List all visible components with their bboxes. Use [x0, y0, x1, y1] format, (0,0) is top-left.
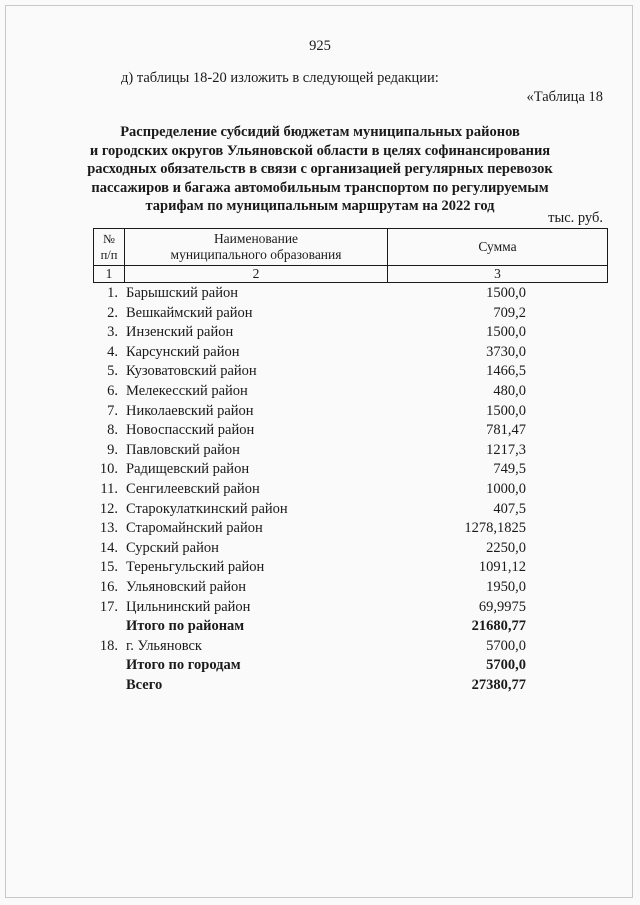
row-name: Радищевский район	[126, 461, 250, 478]
index-cell-1: 1	[94, 266, 125, 283]
header-num-line2: п/п	[100, 248, 118, 262]
row-number: 4.	[107, 343, 118, 360]
table-row	[93, 540, 608, 560]
row-number: 18.	[99, 637, 118, 654]
table-row	[93, 363, 608, 383]
row-sum: 1278,1825	[464, 520, 526, 537]
row-name: Сенгилеевский район	[126, 480, 260, 497]
row-number: 13.	[99, 520, 118, 537]
row-name: Карсунский район	[126, 343, 240, 360]
row-name: Тереньгульский район	[126, 559, 265, 576]
table-row	[93, 481, 608, 501]
row-sum: 1500,0	[486, 402, 526, 419]
row-sum: 1000,0	[486, 480, 526, 497]
header-name-cell	[125, 229, 388, 266]
title-line-4: пассажиров и багажа автомобильным транспортом по регулируемым	[91, 179, 549, 196]
table-row	[93, 383, 608, 403]
header-name-line2: муниципального образования	[170, 247, 342, 262]
row-name: Мелекесский район	[126, 382, 248, 399]
row-number: 16.	[99, 578, 118, 595]
row-name: Новоспасский район	[126, 422, 255, 439]
row-name: Старомайнский район	[126, 520, 263, 537]
row-sum: 1091,12	[478, 559, 526, 576]
row-name: Всего	[126, 676, 163, 693]
table-row	[93, 344, 608, 364]
table-row	[93, 403, 608, 423]
table-row	[93, 422, 608, 442]
table-body	[93, 285, 608, 696]
row-number: 8.	[107, 422, 118, 439]
row-sum: 27380,77	[471, 676, 526, 693]
table-title	[60, 123, 580, 216]
table-label: «Таблица 18	[526, 89, 603, 105]
row-number: 3.	[107, 324, 118, 341]
row-name: Барышский район	[126, 285, 238, 301]
table-row	[93, 461, 608, 481]
table-row	[93, 579, 608, 599]
row-sum: 1500,0	[486, 285, 526, 301]
row-name: Итого по городам	[126, 657, 241, 674]
row-number: 12.	[99, 500, 118, 517]
row-sum: 5700,0	[486, 637, 526, 654]
table-row	[93, 324, 608, 344]
row-number: 11.	[100, 480, 118, 497]
row-number: 15.	[99, 559, 118, 576]
title-line-3: расходных обязательств в связи с организацией регулярных перевозок	[87, 161, 553, 178]
row-sum: 480,0	[493, 382, 526, 399]
total-row	[93, 677, 608, 697]
table-row	[93, 501, 608, 521]
row-number: 5.	[107, 363, 118, 380]
row-number: 10.	[99, 461, 118, 478]
row-sum: 1500,0	[486, 324, 526, 341]
table-row	[93, 305, 608, 325]
row-sum: 709,2	[493, 304, 526, 321]
row-sum: 1217,3	[486, 441, 526, 458]
row-number: 17.	[99, 598, 118, 615]
intro-text: д) таблицы 18-20 изложить в следующей редакции:	[121, 70, 439, 86]
row-name: Николаевский район	[126, 402, 254, 419]
row-name: Ульяновский район	[126, 578, 247, 595]
row-number: 7.	[107, 402, 118, 419]
index-cell-2: 2	[125, 266, 388, 283]
row-sum: 781,47	[486, 422, 526, 439]
row-name: Итого по районам	[126, 618, 245, 635]
row-sum: 749,5	[493, 461, 526, 478]
row-name: Сурский район	[126, 539, 219, 556]
row-sum: 3730,0	[486, 343, 526, 360]
table-row	[93, 442, 608, 462]
row-sum: 1466,5	[486, 363, 526, 380]
row-sum: 5700,0	[486, 657, 526, 674]
row-name: Кузоватовский район	[126, 363, 257, 380]
title-line-1: Распределение субсидий бюджетам муниципальных районов	[120, 124, 520, 140]
title-line-2: и городских округов Ульяновской области в целях софинансирования	[89, 142, 551, 159]
row-number: 6.	[107, 382, 118, 399]
row-sum: 69,9975	[478, 598, 526, 615]
index-row	[94, 266, 608, 283]
page-number: 925	[309, 38, 331, 54]
table-row	[93, 599, 608, 619]
row-number: 14.	[99, 539, 118, 556]
row-name: Цильнинский район	[126, 598, 251, 615]
table-row	[93, 520, 608, 540]
total-row	[93, 618, 608, 638]
row-name: Вешкаймский район	[126, 304, 253, 321]
row-name: Старокулаткинский район	[126, 500, 288, 517]
row-sum: 2250,0	[486, 539, 526, 556]
title-line-5: тарифам по муниципальным маршрутам на 2022 год	[145, 198, 495, 215]
row-number: 1.	[107, 285, 118, 301]
header-num-line1: №	[103, 232, 115, 246]
table-header	[93, 228, 608, 283]
row-name: Инзенский район	[126, 324, 234, 341]
row-number: 9.	[107, 441, 118, 458]
header-name-line1: Наименование	[213, 231, 299, 246]
table-row	[93, 285, 608, 305]
row-sum: 21680,77	[471, 618, 526, 635]
row-name: Павловский район	[126, 441, 240, 458]
table-row	[93, 638, 608, 658]
unit-label: тыс. руб.	[548, 210, 603, 226]
total-row	[93, 657, 608, 677]
header-row	[94, 229, 608, 266]
table-row	[93, 559, 608, 579]
row-sum: 407,5	[493, 500, 526, 517]
index-cell-3: 3	[388, 266, 608, 283]
header-sum-cell: Сумма	[388, 229, 608, 266]
row-number: 2.	[107, 304, 118, 321]
header-num-cell	[94, 229, 125, 266]
row-name: г. Ульяновск	[126, 637, 202, 654]
row-sum: 1950,0	[486, 578, 526, 595]
